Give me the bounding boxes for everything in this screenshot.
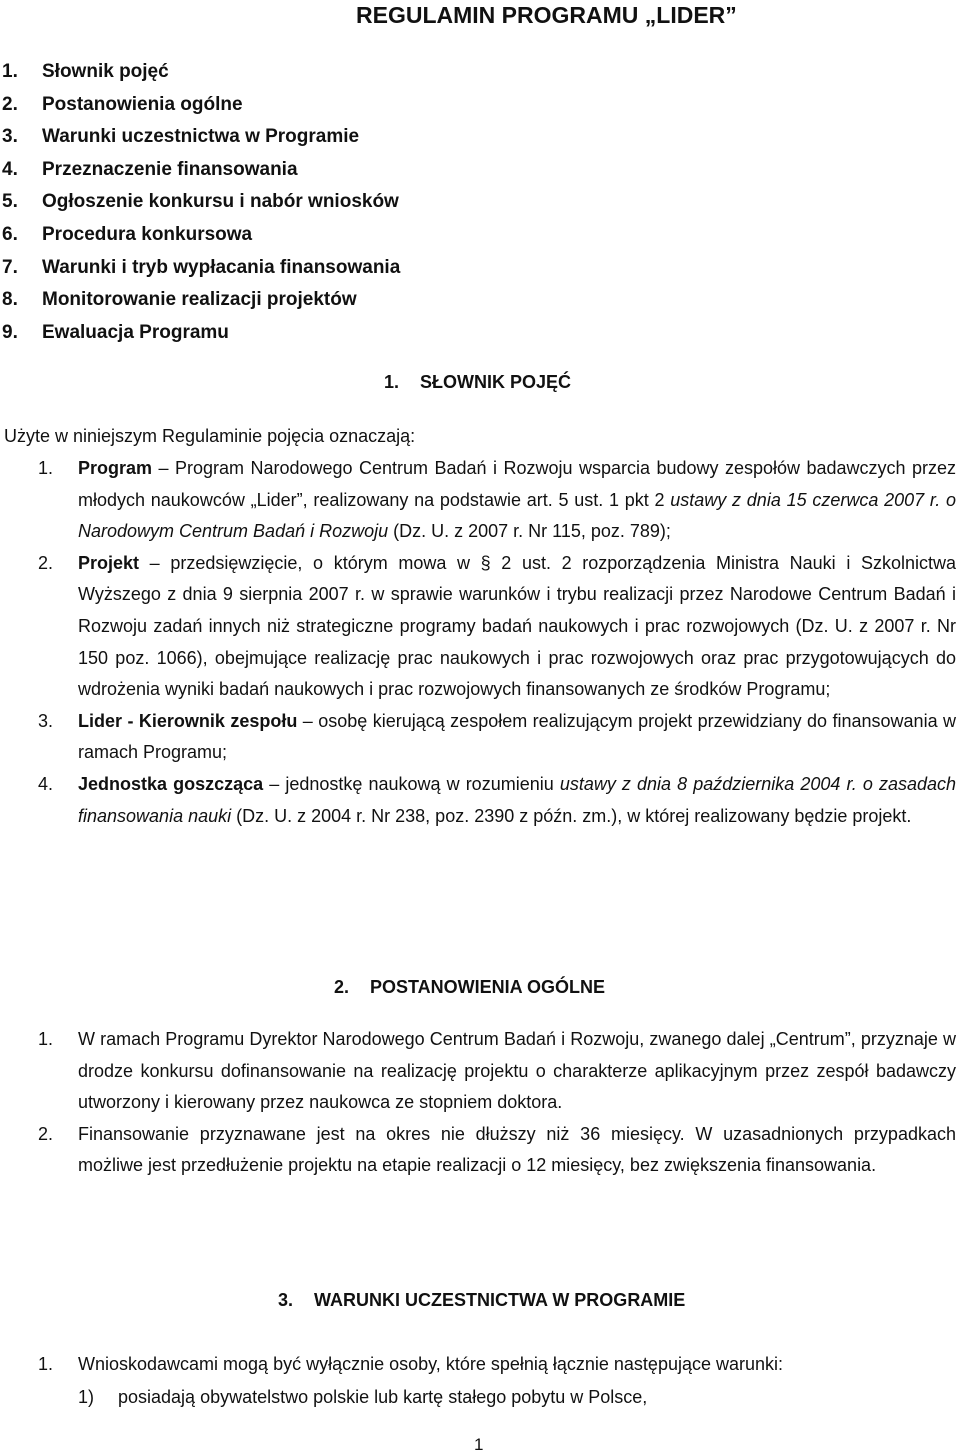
table-of-contents bbox=[2, 56, 400, 349]
document-title: REGULAMIN PROGRAMU „LIDER” bbox=[356, 2, 737, 28]
condition-subitem: 1) posiadają obywatelstwo polskie lub kartę stałego pobytu w Polsce, bbox=[78, 1387, 648, 1407]
toc-item: 4. Przeznaczenie finansowania bbox=[2, 158, 298, 180]
toc-item: 9. Ewaluacja Programu bbox=[2, 321, 229, 343]
definition-item: 4. Jednostka goszcząca – jednostkę naukową w rozumieniu ustawy z dnia 8 października 2004 r. o zasadach finansowania nauki (Dz. U. z 2004 r. Nr 238, poz. 2390 z późn. zm.), w której realizowany będzie projekt. bbox=[38, 773, 957, 826]
definition-item: 1. Program – Program Narodowego Centrum Badań i Rozwoju wsparcia budowy zespołów badawczych przez młodych naukowców „Lider”, realizowany na podstawie art. 5 ust. 1 pkt 2 ustawy z dnia 15 czerwca 2007 r. o Narodowym Centrum Badań i Rozwoju (Dz. U. z 2007 r. Nr 115, poz. 789); bbox=[38, 458, 957, 542]
definition-item: 3. Lider - Kierownik zespołu – osobę kierującą zespołem realizującym projekt przewidziany do finansowania w ramach Programu; bbox=[38, 710, 957, 763]
toc-item: 2. Postanowienia ogólne bbox=[2, 93, 243, 115]
toc-item: 1. Słownik pojęć bbox=[2, 61, 169, 82]
toc-item: 8. Monitorowanie realizacji projektów bbox=[2, 289, 357, 311]
section-heading-warunki: 3. WARUNKI UCZESTNICTWA W PROGRAMIE bbox=[278, 1290, 686, 1310]
general-provisions-list bbox=[38, 1024, 956, 1182]
toc-item: 6. Procedura konkursowa bbox=[2, 223, 253, 245]
page-number: 1 bbox=[474, 1435, 484, 1454]
definitions-list bbox=[38, 453, 956, 832]
section-intro: Użyte w niniejszym Regulaminie pojęcia oznaczają: bbox=[4, 426, 416, 446]
provision-item: 2. Finansowanie przyznawane jest na okres nie dłuższy niż 36 miesięcy. W uzasadnionych przypadkach możliwe jest przedłużenie projektu na etapie realizacji o 12 miesięcy, bez zwiększenia finansowania. bbox=[38, 1123, 956, 1176]
section-heading-slownik: 1. SŁOWNIK POJĘĆ bbox=[384, 372, 572, 392]
toc-item: 7. Warunki i tryb wypłacania finansowania bbox=[2, 256, 401, 278]
provision-item: 1. W ramach Programu Dyrektor Narodowego Centrum Badań i Rozwoju, zwanego dalej „Centrum”, przyznaje w drodze konkursu dofinansowanie na realizację projektu o charakterze aplikacyjnym przez zespół badawczy utworzony i kierowany przez naukowca ze stopniem doktora. bbox=[38, 1029, 956, 1113]
toc-item: 5. Ogłoszenie konkursu i nabór wniosków bbox=[2, 191, 399, 213]
condition-item: 1. Wnioskodawcami mogą być wyłącznie osoby, które spełnią łącznie następujące warunki: bbox=[38, 1354, 784, 1374]
toc-item: 3. Warunki uczestnictwa w Programie bbox=[2, 126, 360, 148]
participation-conditions-list bbox=[38, 1349, 956, 1381]
section-heading-postanowienia: 2. POSTANOWIENIA OGÓLNE bbox=[334, 977, 606, 997]
definition-item: 2. Projekt – przedsięwzięcie, o którym mowa w § 2 ust. 2 rozporządzenia Ministra Nauki i Szkolnictwa Wyższego z dnia 9 sierpnia 2007 r. w sprawie warunków i trybu realizacji przez Narodowe Centrum Badań i Rozwoju zadań innych niż strategiczne programy badań naukowych i prac rozwojowych (Dz. U. z 2007 r. Nr 150 poz. 1066), obejmujące realizację prac naukowych i prac rozwojowych oraz prac przygotowujących do wdrożenia wyniki badań naukowych i prac rozwojowych finansowanych ze środków Programu; bbox=[38, 552, 957, 700]
